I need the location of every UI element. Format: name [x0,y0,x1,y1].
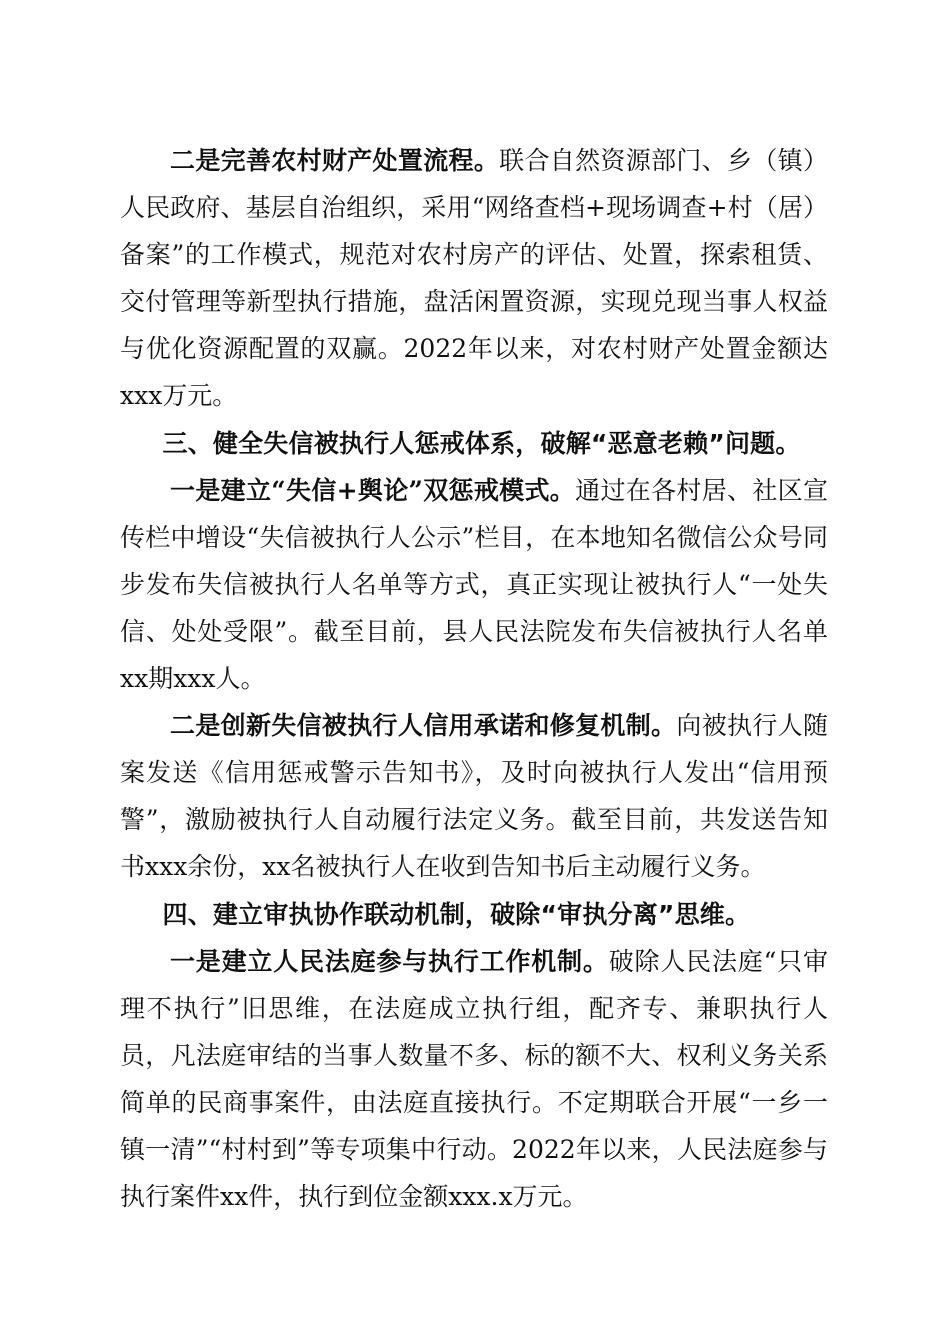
paragraph-lead: 一是建立“失信+舆论”双惩戒模式。 [170,475,576,505]
paragraph-lead: 一是建立人民法庭参与执行工作机制。 [170,946,609,976]
paragraph-body: 通过在各村居、社区宣传栏中增设“失信被执行人公示”栏目，在本地知名微信公众号同步发布失信被执行人名单等方式，真正实现让被执行人“一处失信、处处受限”。截至目前，县人民法院发布失信被执行人名单xx期xxx人。 [120,475,828,694]
paragraph-court-execution [120,938,828,1221]
paragraph-dual-punishment [120,467,828,702]
paragraph-body: 破除人民法庭“只审理不执行”旧思维，在法庭成立执行组，配齐专、兼职执行人员，凡法庭审结的当事人数量不多、标的额不大、权利义务关系简单的民商事案件，由法庭直接执行。不定期联合开展“一乡一镇一清”“村村到”等专项集中行动。2022年以来，人民法庭参与执行案件xx件，执行到位金额xxx.x万元。 [120,946,828,1212]
section-heading-4: 四、建立审执协作联动机制，破除“审执分离”思维。 [162,899,751,929]
paragraph-lead: 二是创新失信被执行人信用承诺和修复机制。 [170,711,677,741]
paragraph-credit-repair [120,702,828,890]
paragraph-body: 联合自然资源部门、乡（镇）人民政府、基层自治组织，采用“网络查档+现场调查+村（居）备案”的工作模式，规范对农村房产的评估、处置，探索租赁、交付管理等新型执行措施，盘活闲置资源，实现兑现当事人权益与优化资源配置的双赢。2022年以来，对农村财产处置金额达xxx万元。 [120,146,828,411]
paragraph-rural-property-disposal [120,137,828,420]
paragraph-body: 向被执行人随案发送《信用惩戒警示告知书》，及时向被执行人发出“信用预警”，激励被执行人自动履行法定义务。截至目前，共发送告知书xxx余份，xx名被执行人在收到告知书后主动履行义务。 [120,711,828,882]
section-heading-3: 三、健全失信被执行人惩戒体系，破解“恶意老赖”问题。 [162,428,801,458]
document-body [120,137,828,1220]
paragraph-lead: 二是完善农村财产处置流程。 [170,146,500,175]
